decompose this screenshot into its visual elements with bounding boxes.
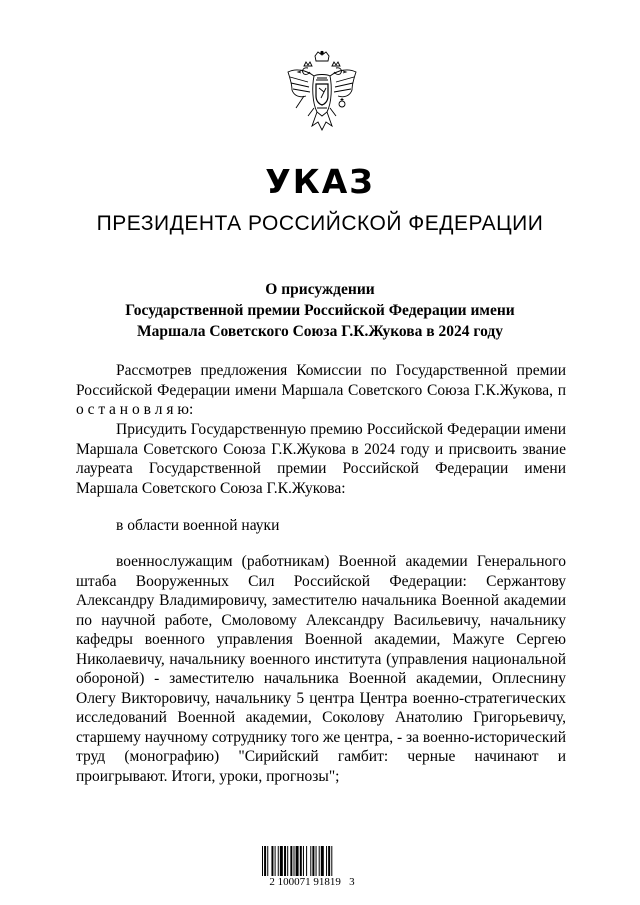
state-emblem-icon (284, 50, 360, 142)
barcode (252, 846, 372, 896)
barcode-icon (262, 846, 362, 876)
paragraph-field: в области военной науки (116, 517, 280, 534)
paragraph-award: Присудить Государственную премию Российской Федерации имени Маршала Советского Союза Г.К.Жукова в 2024 году и присвоить звание лауреата Государственной премии Российской Федерации имени Маршала Советского Союза Г.К.Жукова: (76, 421, 566, 497)
heading-line: Государственной премии Российской Федерации имени (125, 302, 515, 319)
heading-line: Маршала Советского Союза Г.К.Жукова в 2024 году (137, 323, 503, 340)
heading-line: О присуждении (265, 281, 375, 298)
barcode-number: 2 100071 91819 3 (269, 876, 355, 888)
decree-heading (60, 279, 580, 342)
document-title: УКАЗ (265, 162, 375, 201)
paragraph-preamble: Рассмотрев предложения Комиссии по Государственной премии Российской Федерации имени Маршала Советского Союза Г.К.Жукова, п о с т а н о в л я ю: (76, 362, 566, 418)
document-subtitle: ПРЕЗИДЕНТА РОССИЙСКОЙ ФЕДЕРАЦИИ (96, 212, 544, 235)
paragraph-laureates: военнослужащим (работникам) Военной академии Генерального штаба Вооруженных Сил Российской Федерации: Сержантову Александру Владимировичу, заместителю начальника Военной академии по научной работе, Смоловому Александру Васильевичу, начальнику кафедры военного управления Военной академии, Мажуге Сергею Николаевичу, начальнику военного института (управления национальной обороной) - заместителю начальника Военной академии, Оплеснину Олегу Викторовичу, начальнику 5 центра Центра военно-стратегических исследований Военной академии, Соколову Анатолию Григорьевичу, старшему научному сотруднику того же центра, - за военно-исторический труд (монографию) "Сирийский гамбит: черные начинают и проигрывают. Итоги, уроки, прогнозы"; (76, 553, 566, 785)
